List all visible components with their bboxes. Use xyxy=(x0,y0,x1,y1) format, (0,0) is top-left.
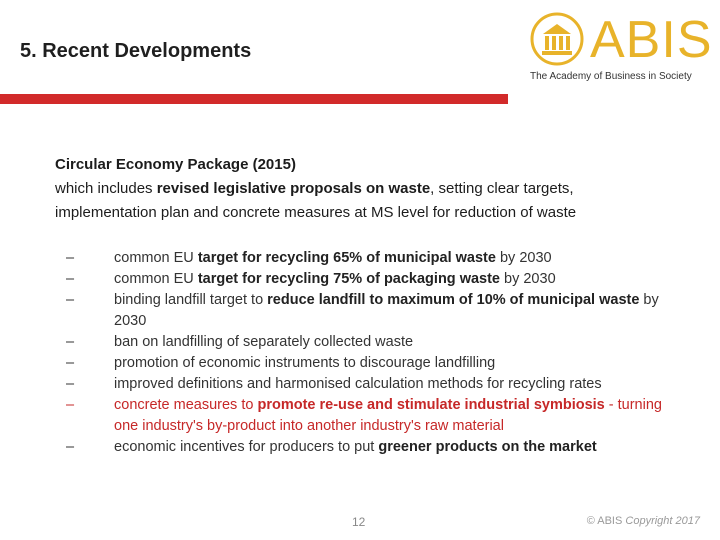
intro-text: which includes xyxy=(55,180,157,197)
logo-tagline: The Academy of Business in Society xyxy=(530,71,692,82)
bullet-text: promotion of economic instruments to discourage landfilling xyxy=(114,355,496,371)
bullet-emphasis: target for recycling 75% of packaging waste xyxy=(197,271,500,287)
bullet-text: economic incentives for producers to put xyxy=(114,439,379,455)
bullet-emphasis: greener products on the market xyxy=(378,439,597,455)
list-item xyxy=(66,332,666,353)
bullet-text: by 2030 xyxy=(500,271,556,287)
dash-marker: – xyxy=(66,397,75,413)
slide-title: 5. Recent Developments xyxy=(20,40,252,62)
copyright-notice xyxy=(587,515,700,527)
dash-marker: – xyxy=(66,439,75,455)
bullet-text: concrete measures to xyxy=(114,397,258,413)
title-accent-bar xyxy=(0,94,508,104)
list-item xyxy=(66,374,666,395)
bullet-text: by 2030 xyxy=(114,292,659,329)
bullet-text: by 2030 xyxy=(495,250,552,266)
bullet-text: common EU xyxy=(114,250,198,266)
bullet-text: - turning one industry's by-product into another industry's raw material xyxy=(114,397,662,434)
bullet-text: common EU xyxy=(114,271,198,287)
bullet-text: improved definitions and harmonised calculation methods for recycling rates xyxy=(114,376,602,392)
list-item xyxy=(66,290,666,332)
bullet-emphasis: reduce landfill to maximum of 10% of municipal waste xyxy=(267,292,640,308)
logo-wordmark: ABIS xyxy=(590,11,713,69)
intro-paragraph xyxy=(55,153,705,225)
intro-text: , setting clear targets, xyxy=(430,180,574,197)
list-item xyxy=(66,395,666,437)
copyright-text: © ABIS xyxy=(586,515,626,527)
dash-marker: – xyxy=(66,250,75,266)
bullet-emphasis: target for recycling 65% of municipal waste xyxy=(197,250,496,266)
bullet-text: ban on landfilling of separately collected waste xyxy=(114,334,414,350)
list-item xyxy=(66,248,666,269)
dash-marker: – xyxy=(66,334,75,350)
intro-emphasis: revised legislative proposals on waste xyxy=(156,180,431,197)
bullet-list xyxy=(66,248,666,458)
dash-marker: – xyxy=(66,376,75,392)
dash-marker: – xyxy=(66,271,75,287)
bullet-emphasis: promote re-use and stimulate industrial symbiosis xyxy=(257,397,605,413)
intro-heading: Circular Economy Package (2015) xyxy=(55,156,296,173)
page-number: 12 xyxy=(352,515,366,529)
list-item xyxy=(66,353,666,374)
copyright-year: Copyright 2017 xyxy=(625,515,700,527)
bullet-text: binding landfill target to xyxy=(114,292,268,308)
abis-logo xyxy=(528,8,713,88)
bank-building-icon xyxy=(530,12,584,66)
dash-marker: – xyxy=(66,355,75,371)
list-item xyxy=(66,269,666,290)
dash-marker: – xyxy=(66,292,75,308)
intro-text: implementation plan and concrete measures at MS level for reduction of waste xyxy=(55,204,577,221)
list-item xyxy=(66,437,666,458)
